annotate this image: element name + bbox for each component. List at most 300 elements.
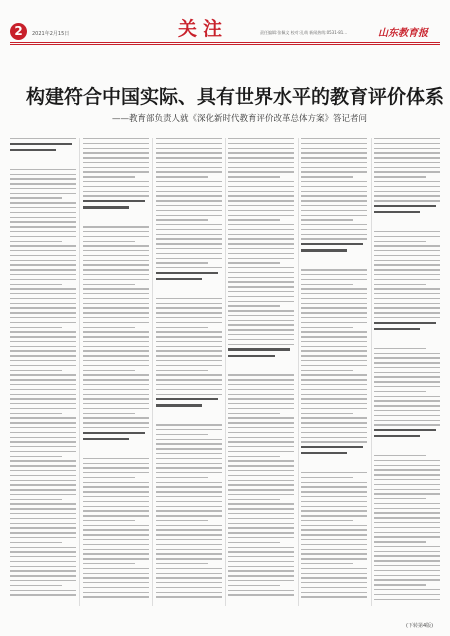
text-line: [156, 248, 222, 249]
text-line: [228, 195, 294, 196]
text-line: [83, 331, 149, 332]
text-line: [10, 594, 76, 595]
text-line: [228, 286, 294, 287]
text-line: [156, 350, 222, 351]
text-line: [228, 489, 294, 490]
text-line: [156, 341, 222, 342]
text-line: [83, 162, 149, 163]
text-line: [374, 200, 440, 201]
text-line: [374, 474, 440, 475]
subheading-block: [156, 398, 222, 420]
text-line: [83, 482, 149, 483]
column-separator: [225, 138, 226, 606]
text-line: [374, 570, 440, 571]
text-line: [10, 138, 76, 139]
text-line: [10, 503, 76, 504]
text-line: [301, 374, 367, 375]
text-line: [10, 547, 76, 548]
text-line: [301, 327, 353, 328]
text-line: [301, 482, 367, 483]
text-line: [156, 215, 222, 216]
text-line: [374, 424, 440, 425]
text-line: [374, 260, 440, 261]
text-line: [301, 365, 367, 366]
text-line: [374, 517, 440, 518]
text-line: [83, 327, 135, 328]
text-line: [156, 472, 222, 473]
text-line: [83, 506, 149, 507]
text-line: [83, 245, 149, 246]
text-line: [83, 596, 149, 597]
text-line: [374, 312, 440, 313]
text-line: [301, 234, 367, 235]
text-line: [156, 253, 222, 254]
text-line: [228, 408, 294, 409]
subheading-block: [301, 243, 367, 265]
text-line: [83, 260, 149, 261]
text-line: [301, 138, 367, 139]
text-line: [156, 171, 222, 172]
text-line: [374, 584, 426, 585]
text-line: [156, 529, 222, 530]
text-line: [10, 169, 76, 170]
text-line: [10, 284, 62, 285]
text-line: [156, 238, 222, 239]
text-line: [374, 162, 440, 163]
text-line: [83, 171, 149, 172]
text-line: [301, 529, 367, 530]
text-line: [228, 248, 294, 249]
text-line: [301, 587, 367, 588]
text-line: [83, 176, 135, 177]
text-line: [374, 357, 440, 358]
page-header: [0, 0, 450, 44]
text-line: [301, 181, 367, 182]
text-line: [83, 336, 149, 337]
subheading-block: [83, 200, 149, 222]
text-line: [156, 258, 222, 259]
text-line: [228, 446, 294, 447]
text-line: [301, 219, 353, 220]
text-line: [156, 143, 222, 144]
text-line: [228, 422, 294, 423]
text-line: [156, 496, 222, 497]
text-line: [10, 413, 62, 414]
text-line: [374, 269, 440, 270]
text-line: [228, 339, 294, 340]
text-line: [156, 379, 222, 380]
text-line: [83, 312, 149, 313]
text-line: [228, 460, 294, 461]
text-line: [301, 317, 367, 318]
text-line: [156, 298, 222, 299]
text-line: [83, 501, 149, 502]
text-line: [374, 489, 440, 490]
text-line: [301, 379, 367, 380]
text-line: [374, 288, 440, 289]
text-line: [374, 231, 440, 232]
text-line: [10, 269, 76, 270]
text-line: [228, 585, 280, 586]
text-line: [156, 229, 222, 230]
text-line: [156, 389, 222, 390]
text-line: [10, 527, 76, 528]
text-line: [156, 267, 222, 268]
text-line: [10, 288, 76, 289]
text-line: [10, 355, 76, 356]
text-line: [83, 389, 149, 390]
text-line: [10, 561, 76, 562]
text-line: [228, 157, 294, 158]
text-line: [301, 279, 367, 280]
text-line: [156, 162, 222, 163]
issue-date: 2021年2月15日: [32, 31, 70, 37]
text-line: [10, 279, 76, 280]
text-line: [83, 195, 149, 196]
text-line: [83, 587, 149, 588]
text-line: [83, 553, 149, 554]
text-line: [228, 219, 280, 220]
text-line: [83, 463, 149, 464]
text-line: [156, 312, 222, 313]
text-line: [10, 489, 76, 490]
text-line: [156, 558, 222, 559]
text-line: [83, 496, 149, 497]
text-line: [228, 384, 294, 385]
column-separator: [371, 138, 372, 606]
text-line: [10, 566, 76, 567]
text-line: [228, 437, 294, 438]
text-line: [83, 477, 135, 478]
text-line: [374, 362, 440, 363]
text-line: [156, 506, 222, 507]
text-line: [228, 475, 294, 476]
text-line: [228, 200, 294, 201]
text-line: [83, 525, 149, 526]
text-line: [156, 181, 222, 182]
text-line: [301, 477, 353, 478]
text-line: [228, 320, 294, 321]
text-line: [301, 582, 367, 583]
text-line: [10, 274, 76, 275]
text-line: [374, 279, 440, 280]
text-line: [83, 279, 149, 280]
text-line: [156, 553, 222, 554]
text-line: [301, 417, 367, 418]
text-line: [156, 520, 208, 521]
text-line: [83, 148, 149, 149]
text-line: [156, 370, 208, 371]
text-line: [10, 537, 76, 538]
text-line: [10, 590, 76, 591]
text-line: [228, 272, 294, 273]
text-line: [156, 573, 222, 574]
text-line: [156, 458, 222, 459]
text-line: [83, 298, 149, 299]
text-line: [228, 296, 294, 297]
text-line: [10, 408, 76, 409]
text-line: [156, 317, 222, 318]
text-line: [228, 152, 294, 153]
text-line: [83, 398, 149, 399]
text-line: [83, 138, 149, 139]
text-line: [228, 494, 294, 495]
text-line: [10, 327, 62, 328]
column-separator: [152, 138, 153, 606]
text-line: [228, 432, 294, 433]
text-line: [228, 575, 294, 576]
text-line: [301, 437, 367, 438]
text-line: [83, 269, 149, 270]
text-line: [10, 556, 76, 557]
text-line: [228, 277, 294, 278]
text-line: [228, 162, 294, 163]
text-line: [301, 534, 367, 535]
text-line: [301, 200, 367, 201]
text-line: [83, 157, 149, 158]
text-line: [301, 441, 367, 442]
text-column: [228, 138, 294, 606]
text-line: [156, 587, 222, 588]
text-line: [10, 575, 76, 576]
text-line: [156, 568, 222, 569]
subheading-block: [156, 272, 222, 294]
text-line: [228, 186, 294, 187]
text-line: [374, 191, 440, 192]
text-line: [228, 590, 294, 591]
text-line: [374, 303, 440, 304]
subheading-block: [301, 446, 367, 468]
text-line: [374, 400, 440, 401]
column-separator: [79, 138, 80, 606]
text-line: [374, 236, 440, 237]
text-line: [228, 324, 294, 325]
text-line: [156, 157, 222, 158]
text-line: [83, 341, 149, 342]
text-line: [374, 167, 440, 168]
column-separator: [298, 138, 299, 606]
text-line: [10, 460, 76, 461]
text-line: [83, 322, 149, 323]
text-line: [83, 317, 149, 318]
text-line: [301, 298, 367, 299]
text-line: [374, 508, 440, 509]
text-line: [228, 310, 294, 311]
text-line: [301, 413, 353, 414]
text-line: [156, 138, 222, 139]
text-line: [83, 284, 135, 285]
text-line: [228, 181, 294, 182]
text-line: [83, 365, 149, 366]
text-line: [301, 288, 367, 289]
text-line: [228, 305, 280, 306]
text-line: [301, 422, 367, 423]
text-line: [228, 508, 294, 509]
text-line: [10, 384, 76, 385]
text-line: [83, 360, 149, 361]
article-headline: 构建符合中国实际、具有世界水平的教育评价体系: [26, 86, 445, 108]
text-line: [83, 293, 149, 294]
text-line: [156, 525, 222, 526]
text-line: [10, 298, 76, 299]
text-line: [301, 577, 367, 578]
text-line: [10, 441, 76, 442]
text-line: [228, 229, 294, 230]
text-line: [83, 403, 149, 404]
text-line: [374, 484, 440, 485]
text-line: [156, 262, 208, 263]
text-line: [83, 236, 149, 237]
text-line: [156, 195, 222, 196]
text-line: [228, 291, 294, 292]
text-line: [83, 408, 149, 409]
text-line: [10, 341, 76, 342]
text-line: [228, 262, 280, 263]
text-line: [374, 541, 426, 542]
text-line: [10, 322, 76, 323]
text-line: [374, 274, 440, 275]
text-line: [156, 167, 222, 168]
text-line: [228, 594, 294, 595]
text-line: [374, 181, 440, 182]
text-line: [301, 370, 353, 371]
text-line: [228, 224, 294, 225]
text-line: [83, 374, 149, 375]
text-line: [301, 331, 367, 332]
text-line: [10, 389, 76, 390]
text-line: [156, 453, 222, 454]
text-line: [83, 515, 149, 516]
header-rule: [10, 42, 440, 43]
text-line: [374, 396, 440, 397]
text-line: [156, 365, 222, 366]
text-line: [156, 243, 222, 244]
editor-info: 责任编辑:张佩文 校对:孔萌 新闻热线:0531-81...: [260, 30, 348, 35]
text-line: [228, 451, 294, 452]
text-line: [156, 510, 222, 511]
text-line: [228, 334, 294, 335]
text-line: [156, 539, 222, 540]
text-line: [156, 205, 222, 206]
article-body: [10, 138, 440, 606]
text-line: [10, 307, 76, 308]
text-line: [374, 565, 440, 566]
text-line: [374, 391, 426, 392]
text-line: [228, 537, 294, 538]
text-line: [10, 374, 76, 375]
text-line: [301, 176, 353, 177]
text-line: [156, 219, 208, 220]
text-line: [228, 484, 294, 485]
text-line: [156, 463, 222, 464]
text-line: [228, 374, 294, 375]
text-line: [374, 171, 440, 172]
text-line: [374, 298, 440, 299]
text-line: [156, 303, 222, 304]
text-line: [228, 513, 294, 514]
text-line: [10, 197, 62, 198]
text-column: [156, 138, 222, 606]
text-line: [156, 394, 222, 395]
text-line: [228, 518, 294, 519]
text-line: [10, 293, 76, 294]
text-line: [83, 417, 149, 418]
text-line: [301, 398, 367, 399]
text-line: [156, 200, 222, 201]
text-line: [156, 346, 222, 347]
text-line: [228, 243, 294, 244]
text-line: [156, 186, 222, 187]
text-line: [374, 546, 440, 547]
text-line: [83, 577, 149, 578]
text-line: [10, 303, 76, 304]
text-line: [228, 301, 294, 302]
text-line: [83, 143, 149, 144]
text-line: [10, 398, 76, 399]
text-line: [156, 515, 222, 516]
text-line: [374, 522, 440, 523]
text-line: [156, 443, 222, 444]
text-line: [228, 551, 294, 552]
text-line: [228, 234, 294, 235]
text-line: [10, 394, 76, 395]
text-line: [10, 551, 76, 552]
text-line: [156, 384, 222, 385]
text-line: [83, 186, 149, 187]
text-line: [374, 589, 440, 590]
header-rule-thin: [10, 44, 440, 45]
text-line: [83, 592, 149, 593]
text-line: [156, 596, 222, 597]
text-line: [301, 157, 367, 158]
text-line: [301, 284, 353, 285]
text-line: [228, 281, 294, 282]
text-line: [10, 437, 76, 438]
text-line: [83, 458, 149, 459]
text-line: [301, 592, 367, 593]
text-line: [83, 307, 149, 308]
text-line: [301, 403, 367, 404]
text-line: [374, 503, 440, 504]
text-line: [83, 394, 149, 395]
text-line: [83, 355, 149, 356]
text-line: [228, 523, 294, 524]
page-number-badge: 2: [10, 23, 27, 40]
text-line: [228, 238, 294, 239]
text-line: [301, 389, 367, 390]
text-line: [228, 394, 294, 395]
text-line: [156, 482, 222, 483]
text-line: [374, 376, 440, 377]
text-column: [301, 138, 367, 606]
text-line: [10, 226, 76, 227]
text-line: [156, 424, 222, 425]
text-line: [228, 205, 294, 206]
text-line: [228, 556, 294, 557]
text-line: [156, 331, 222, 332]
text-line: [374, 264, 440, 265]
text-line: [10, 580, 76, 581]
text-line: [301, 360, 367, 361]
text-line: [301, 303, 367, 304]
text-line: [301, 224, 367, 225]
text-line: [374, 420, 440, 421]
text-line: [374, 245, 440, 246]
text-line: [228, 389, 294, 390]
text-line: [374, 465, 440, 466]
text-line: [301, 486, 367, 487]
text-line: [10, 480, 76, 481]
